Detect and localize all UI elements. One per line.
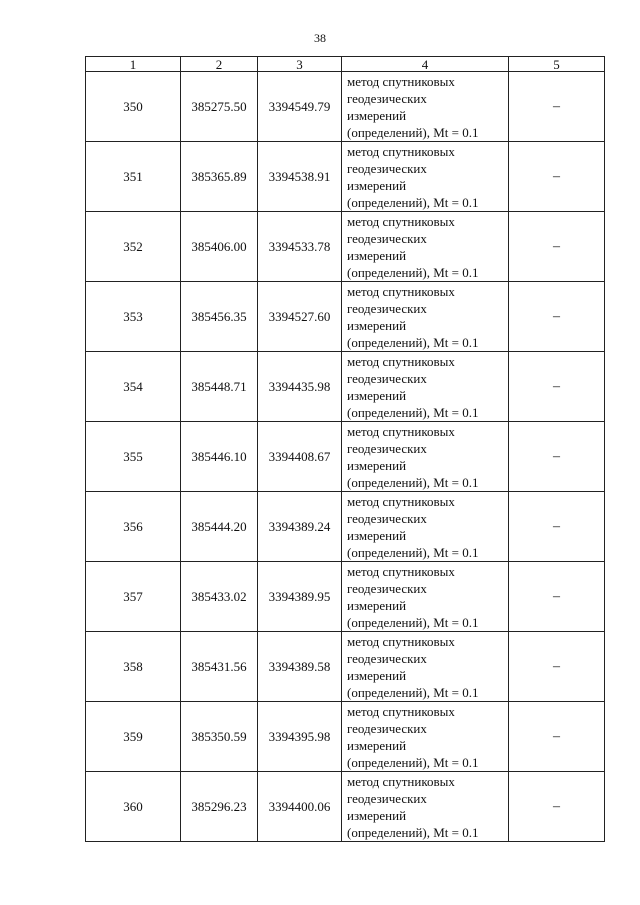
point-number-cell: 350 bbox=[86, 72, 181, 142]
table-row bbox=[86, 772, 605, 842]
method-line: геодезических bbox=[347, 510, 427, 526]
method-line: измерений bbox=[347, 527, 407, 543]
method-line: измерений bbox=[347, 107, 407, 123]
table-row bbox=[86, 422, 605, 492]
point-number-cell: 359 bbox=[86, 702, 181, 772]
point-number-cell: 355 bbox=[86, 422, 181, 492]
method-line: измерений bbox=[347, 177, 407, 193]
column-header-4: 4 bbox=[342, 57, 509, 72]
method-line: измерений bbox=[347, 247, 407, 263]
column-header-5: 5 bbox=[509, 57, 605, 72]
method-line: геодезических bbox=[347, 720, 427, 736]
table-row bbox=[86, 72, 605, 142]
table-row bbox=[86, 702, 605, 772]
method-line: измерений bbox=[347, 597, 407, 613]
coordinates-table bbox=[85, 56, 605, 842]
method-cell bbox=[342, 212, 509, 282]
x-coordinate-cell: 385275.50 bbox=[181, 72, 258, 142]
point-number-cell: 358 bbox=[86, 632, 181, 702]
x-coordinate-cell: 385433.02 bbox=[181, 562, 258, 632]
note-cell: – bbox=[509, 282, 605, 352]
x-coordinate-cell: 385456.35 bbox=[181, 282, 258, 352]
table-body bbox=[86, 72, 605, 842]
method-cell bbox=[342, 702, 509, 772]
note-cell: – bbox=[509, 72, 605, 142]
method-line: (определений), Mt = 0.1 bbox=[347, 824, 479, 840]
point-number-cell: 354 bbox=[86, 352, 181, 422]
method-cell bbox=[342, 562, 509, 632]
method-line: метод спутниковых bbox=[347, 423, 455, 439]
y-coordinate-cell: 3394389.95 bbox=[258, 562, 342, 632]
method-line: метод спутниковых bbox=[347, 773, 455, 789]
method-cell bbox=[342, 422, 509, 492]
note-cell: – bbox=[509, 492, 605, 562]
point-number-cell: 360 bbox=[86, 772, 181, 842]
method-line: (определений), Mt = 0.1 bbox=[347, 684, 479, 700]
method-line: метод спутниковых bbox=[347, 353, 455, 369]
x-coordinate-cell: 385446.10 bbox=[181, 422, 258, 492]
table-header-row bbox=[86, 57, 605, 72]
method-line: геодезических bbox=[347, 300, 427, 316]
method-cell bbox=[342, 492, 509, 562]
method-line: измерений bbox=[347, 387, 407, 403]
note-cell: – bbox=[509, 352, 605, 422]
point-number-cell: 356 bbox=[86, 492, 181, 562]
method-cell bbox=[342, 772, 509, 842]
method-line: (определений), Mt = 0.1 bbox=[347, 404, 479, 420]
method-line: (определений), Mt = 0.1 bbox=[347, 334, 479, 350]
method-line: геодезических bbox=[347, 160, 427, 176]
x-coordinate-cell: 385350.59 bbox=[181, 702, 258, 772]
x-coordinate-cell: 385365.89 bbox=[181, 142, 258, 212]
note-cell: – bbox=[509, 212, 605, 282]
method-line: метод спутниковых bbox=[347, 283, 455, 299]
note-cell: – bbox=[509, 772, 605, 842]
x-coordinate-cell: 385406.00 bbox=[181, 212, 258, 282]
x-coordinate-cell: 385296.23 bbox=[181, 772, 258, 842]
method-cell bbox=[342, 282, 509, 352]
method-line: геодезических bbox=[347, 230, 427, 246]
method-line: (определений), Mt = 0.1 bbox=[347, 264, 479, 280]
page-number: 38 bbox=[314, 31, 326, 45]
method-line: (определений), Mt = 0.1 bbox=[347, 544, 479, 560]
y-coordinate-cell: 3394395.98 bbox=[258, 702, 342, 772]
method-cell bbox=[342, 352, 509, 422]
method-line: измерений bbox=[347, 317, 407, 333]
note-cell: – bbox=[509, 422, 605, 492]
method-line: геодезических bbox=[347, 790, 427, 806]
x-coordinate-cell: 385444.20 bbox=[181, 492, 258, 562]
x-coordinate-cell: 385431.56 bbox=[181, 632, 258, 702]
table-row bbox=[86, 282, 605, 352]
column-header-2: 2 bbox=[181, 57, 258, 72]
table-row bbox=[86, 632, 605, 702]
method-line: (определений), Mt = 0.1 bbox=[347, 124, 479, 140]
point-number-cell: 351 bbox=[86, 142, 181, 212]
method-line: метод спутниковых bbox=[347, 493, 455, 509]
point-number-cell: 352 bbox=[86, 212, 181, 282]
method-line: геодезических bbox=[347, 90, 427, 106]
method-line: (определений), Mt = 0.1 bbox=[347, 474, 479, 490]
note-cell: – bbox=[509, 632, 605, 702]
y-coordinate-cell: 3394435.98 bbox=[258, 352, 342, 422]
table-row bbox=[86, 142, 605, 212]
y-coordinate-cell: 3394527.60 bbox=[258, 282, 342, 352]
method-line: метод спутниковых bbox=[347, 213, 455, 229]
column-header-1: 1 bbox=[86, 57, 181, 72]
method-line: геодезических bbox=[347, 650, 427, 666]
method-cell bbox=[342, 142, 509, 212]
method-line: измерений bbox=[347, 737, 407, 753]
point-number-cell: 357 bbox=[86, 562, 181, 632]
method-line: (определений), Mt = 0.1 bbox=[347, 194, 479, 210]
table-row bbox=[86, 562, 605, 632]
table-row bbox=[86, 492, 605, 562]
method-line: метод спутниковых bbox=[347, 703, 455, 719]
method-line: метод спутниковых bbox=[347, 143, 455, 159]
note-cell: – bbox=[509, 702, 605, 772]
y-coordinate-cell: 3394389.24 bbox=[258, 492, 342, 562]
y-coordinate-cell: 3394400.06 bbox=[258, 772, 342, 842]
table-row bbox=[86, 352, 605, 422]
method-line: (определений), Mt = 0.1 bbox=[347, 754, 479, 770]
method-line: измерений bbox=[347, 667, 407, 683]
method-line: (определений), Mt = 0.1 bbox=[347, 614, 479, 630]
method-cell bbox=[342, 632, 509, 702]
method-cell bbox=[342, 72, 509, 142]
point-number-cell: 353 bbox=[86, 282, 181, 352]
method-line: измерений bbox=[347, 807, 407, 823]
method-line: измерений bbox=[347, 457, 407, 473]
method-line: геодезических bbox=[347, 580, 427, 596]
note-cell: – bbox=[509, 142, 605, 212]
method-line: геодезических bbox=[347, 440, 427, 456]
method-line: метод спутниковых bbox=[347, 73, 455, 89]
y-coordinate-cell: 3394549.79 bbox=[258, 72, 342, 142]
y-coordinate-cell: 3394538.91 bbox=[258, 142, 342, 212]
method-line: геодезических bbox=[347, 370, 427, 386]
x-coordinate-cell: 385448.71 bbox=[181, 352, 258, 422]
y-coordinate-cell: 3394533.78 bbox=[258, 212, 342, 282]
note-cell: – bbox=[509, 562, 605, 632]
y-coordinate-cell: 3394389.58 bbox=[258, 632, 342, 702]
y-coordinate-cell: 3394408.67 bbox=[258, 422, 342, 492]
method-line: метод спутниковых bbox=[347, 563, 455, 579]
method-line: метод спутниковых bbox=[347, 633, 455, 649]
column-header-3: 3 bbox=[258, 57, 342, 72]
table-row bbox=[86, 212, 605, 282]
